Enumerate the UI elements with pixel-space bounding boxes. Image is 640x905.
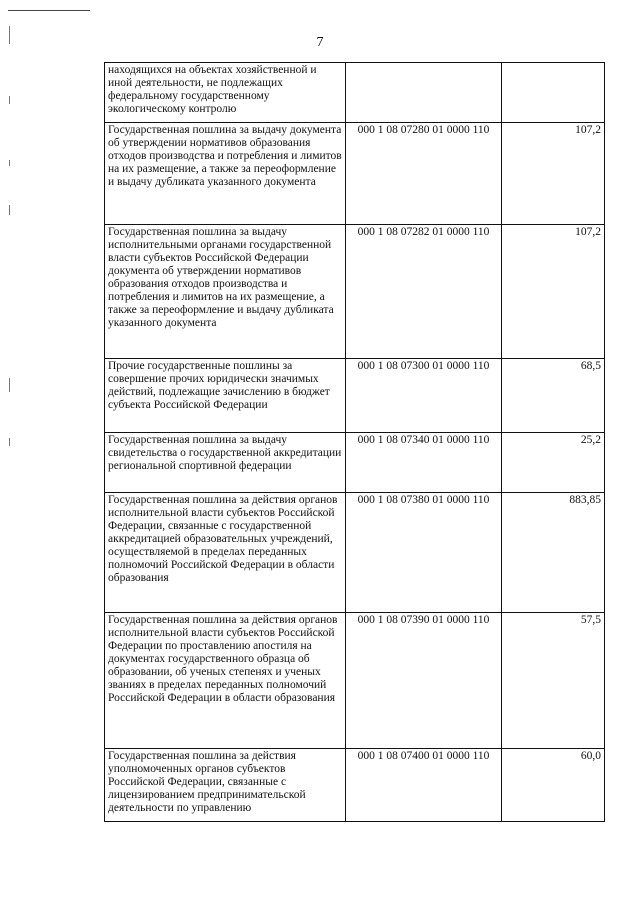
top-rule xyxy=(8,10,90,11)
table-row xyxy=(105,63,605,123)
table-row xyxy=(105,433,605,493)
table-row xyxy=(105,225,605,359)
table-row xyxy=(105,749,605,822)
row-amount: 25,2 xyxy=(502,433,605,493)
row-code: 000 1 08 07280 01 0000 110 xyxy=(346,123,502,225)
table-row xyxy=(105,493,605,613)
row-code: 000 1 08 07380 01 0000 110 xyxy=(346,493,502,613)
row-description: Государственная пошлина за выдачу свидетельства о государственной аккредитации региональной спортивной федерации xyxy=(105,433,346,493)
row-amount xyxy=(502,63,605,123)
row-code: 000 1 08 07390 01 0000 110 xyxy=(346,613,502,749)
row-description: Государственная пошлина за действия органов исполнительной власти субъектов Российской Федерации, связанные с государственной аккредитацией образовательных учреждений, осуществляемой в пределах переданных полномочий Российской Федерации в области образования xyxy=(105,493,346,613)
row-description: Государственная пошлина за действия органов исполнительной власти субъектов Российской Федерации по проставлению апостиля на документах государственного образца об образовании, об ученых степенях и ученых званиях в пределах переданных полномочий Российской Федерации в области образования xyxy=(105,613,346,749)
table-row xyxy=(105,613,605,749)
row-amount: 883,85 xyxy=(502,493,605,613)
row-description: Прочие государственные пошлины за совершение прочих юридически значимых действий, подлежащие зачислению в бюджет субъекта Российской Федерации xyxy=(105,359,346,433)
row-description: Государственная пошлина за действия уполномоченных органов субъектов Российской Федерации, связанные с лицензированием предпринимательской деятельности по управлению xyxy=(105,749,346,822)
row-amount: 57,5 xyxy=(502,613,605,749)
row-code: 000 1 08 07400 01 0000 110 xyxy=(346,749,502,822)
row-code: 000 1 08 07282 01 0000 110 xyxy=(346,225,502,359)
fee-table xyxy=(104,62,605,822)
row-description: Государственная пошлина за выдачу документа об утверждении нормативов образования отходов производства и потребления и лимитов на их размещение, а также за переоформление и выдачу дубликата указанного документа xyxy=(105,123,346,225)
page-number: 7 xyxy=(316,35,324,50)
row-amount: 60,0 xyxy=(502,749,605,822)
row-description: Государственная пошлина за выдачу исполнительными органами государственной власти субъектов Российской Федерации документа об утверждении нормативов образования отходов производства и потребления и лимитов на их размещение, а также за переоформление и выдачу дубликата указанного документа xyxy=(105,225,346,359)
table-row xyxy=(105,123,605,225)
table-row xyxy=(105,359,605,433)
row-amount: 107,2 xyxy=(502,123,605,225)
row-code xyxy=(346,63,502,123)
row-code: 000 1 08 07300 01 0000 110 xyxy=(346,359,502,433)
row-amount: 68,5 xyxy=(502,359,605,433)
row-code: 000 1 08 07340 01 0000 110 xyxy=(346,433,502,493)
row-amount: 107,2 xyxy=(502,225,605,359)
row-description: находящихся на объектах хозяйственной и иной деятельности, не подлежащих федеральному государственному экологическому контролю xyxy=(105,63,346,123)
